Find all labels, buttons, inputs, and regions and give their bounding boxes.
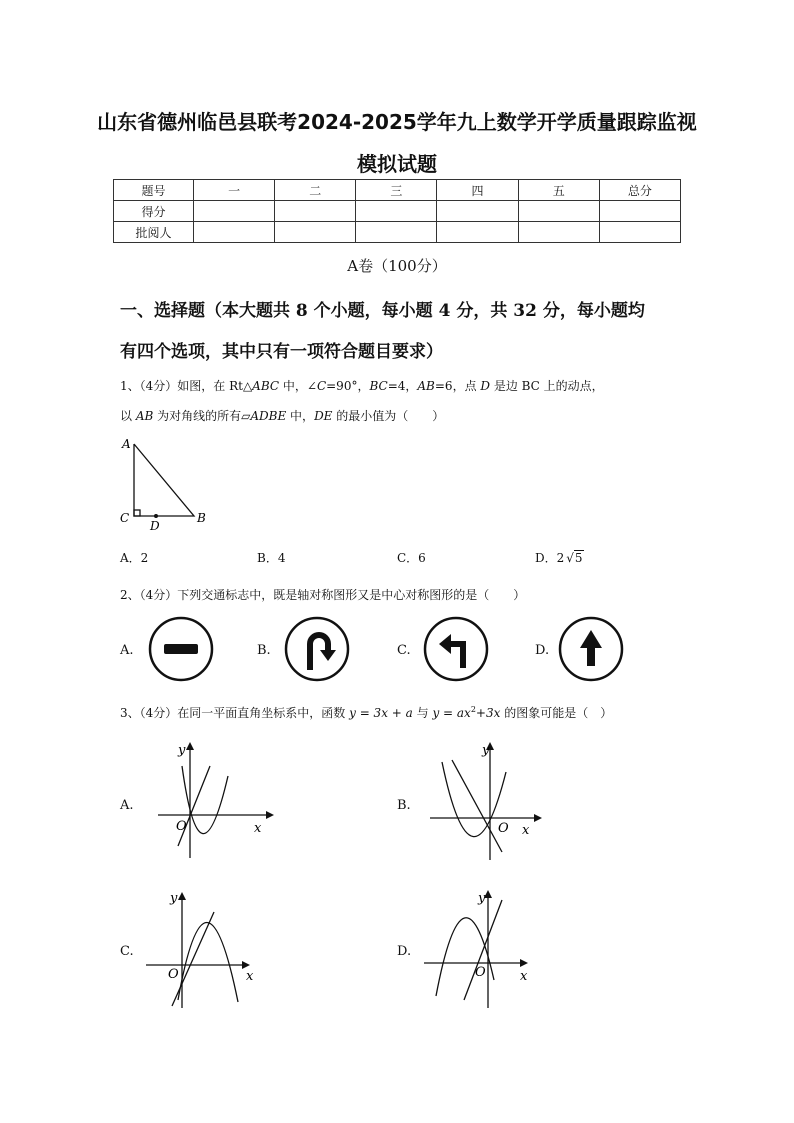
score-row-label: 得分 — [114, 201, 194, 222]
score-cell — [599, 222, 680, 243]
q2-sign-d-straight-icon[interactable] — [558, 616, 624, 682]
score-cell — [194, 222, 275, 243]
line — [452, 760, 502, 852]
origin-label: O — [498, 821, 509, 836]
line — [172, 912, 214, 1006]
q1-option-d-coef: D．2 — [535, 551, 565, 565]
q1-var: AB — [135, 409, 154, 423]
q1-option-a[interactable]: A．2 — [120, 551, 149, 565]
q1-text: =90°， — [326, 379, 370, 393]
q3-option-b-label[interactable]: B. — [397, 798, 411, 813]
q3-graph-b[interactable] — [424, 736, 554, 866]
score-cell — [437, 201, 518, 222]
origin-label: O — [168, 967, 179, 982]
q1-text: 的最小值为（ ） — [332, 409, 445, 423]
label-c: C — [120, 511, 130, 525]
q1-text: =6，点 — [434, 379, 481, 393]
q2-sign-a-no-entry-icon[interactable] — [148, 616, 214, 682]
x-axis-label: x — [522, 823, 530, 838]
q1-option-b[interactable]: B．4 — [257, 551, 286, 565]
q3-option-d-label[interactable]: D. — [397, 944, 412, 959]
label-a: A — [122, 437, 131, 451]
y-axis-label: y — [170, 891, 178, 906]
q2-option-a-label[interactable]: A. — [120, 643, 134, 658]
q2-option-b-label[interactable]: B. — [257, 643, 271, 658]
score-cell — [275, 201, 356, 222]
y-axis-label: y — [482, 743, 490, 758]
score-cell — [194, 201, 275, 222]
score-cell — [356, 201, 437, 222]
q3-exponent: 2 — [470, 705, 476, 714]
score-header-cell: 二 — [275, 180, 356, 201]
x-axis-label: x — [254, 821, 262, 836]
origin-label: O — [475, 965, 486, 980]
triangle-abc — [134, 444, 194, 516]
line — [178, 766, 210, 846]
q3-function-quadratic: y = ax — [432, 706, 471, 720]
exam-title-line1: 山东省德州临邑县联考2024-2025学年九上数学开学质量跟踪监视 — [97, 110, 697, 134]
q1-var: AB — [417, 379, 435, 393]
parabola — [178, 922, 238, 1002]
x-axis-arrow — [520, 959, 528, 967]
q2-sign-c-left-turn-icon[interactable] — [423, 616, 489, 682]
q3-graph-d[interactable] — [420, 884, 550, 1014]
q2-option-c-label[interactable]: C. — [397, 643, 411, 658]
q1-text: 为对角线的所有▱ — [153, 409, 251, 423]
y-axis-arrow — [178, 892, 186, 900]
label-d: D — [150, 519, 160, 533]
score-cell — [356, 222, 437, 243]
q1-triangle-figure — [118, 432, 218, 532]
q3-text-part: 与 — [412, 706, 433, 720]
sqrt-radicand: 5 — [574, 551, 583, 565]
y-axis-arrow — [186, 742, 194, 750]
q3-graph-a[interactable] — [148, 736, 278, 866]
score-table-row — [114, 222, 681, 243]
q3-text-part: 的图象可能是（ ） — [500, 706, 613, 720]
score-header-cell: 总分 — [599, 180, 680, 201]
exam-title-line2: 模拟试题 — [357, 152, 437, 176]
score-cell — [599, 201, 680, 222]
sqrt-sign: √5 — [566, 551, 583, 565]
line — [464, 900, 502, 1000]
x-axis-arrow — [534, 814, 542, 822]
score-header-cell: 一 — [194, 180, 275, 201]
q3-text — [120, 704, 612, 721]
score-cell — [518, 222, 599, 243]
q1-option-c[interactable]: C．6 — [397, 551, 426, 565]
q3-option-a-label[interactable]: A. — [120, 798, 134, 813]
score-header-cell: 五 — [518, 180, 599, 201]
q1-var: DE — [314, 409, 333, 423]
q1-text: 中，∠ — [279, 379, 317, 393]
q3-function-linear: y = 3x + a — [349, 706, 413, 720]
q3-option-c-label[interactable]: C. — [120, 944, 134, 959]
score-header-cell: 题号 — [114, 180, 194, 201]
label-b: B — [197, 511, 206, 525]
x-axis-arrow — [266, 811, 274, 819]
q1-var: ABC — [252, 379, 280, 393]
q2-sign-b-u-turn-icon[interactable] — [284, 616, 350, 682]
origin-label: O — [176, 819, 187, 834]
q1-text: 以 — [120, 409, 136, 423]
x-axis-label: x — [520, 969, 528, 984]
q1-var: ADBE — [250, 409, 287, 423]
y-axis-label: y — [178, 743, 186, 758]
score-cell — [518, 201, 599, 222]
q2-text: 2、（4分）下列交通标志中，既是轴对称图形又是中心对称图形的是（ ） — [120, 588, 526, 602]
x-axis-arrow — [242, 961, 250, 969]
y-axis-label: y — [478, 891, 486, 906]
q1-var: C — [316, 379, 327, 393]
point-d — [154, 514, 158, 518]
section-a-heading: A卷（100分） — [347, 257, 447, 275]
section1-heading-line2: 有四个选项，其中只有一项符合题目要求） — [120, 342, 443, 362]
q1-text-line2 — [120, 407, 444, 424]
q1-text: 是边 BC 上的动点， — [490, 379, 604, 393]
score-table-header-row — [114, 180, 681, 201]
q1-var: D — [480, 379, 491, 393]
score-header-cell: 三 — [356, 180, 437, 201]
score-header-cell: 四 — [437, 180, 518, 201]
right-angle-mark — [134, 510, 140, 516]
section1-heading-line1: 一、选择题（本大题共 8 个小题，每小题 4 分，共 32 分，每小题均 — [120, 301, 645, 321]
q1-text: 1、（4分）如图，在 Rt△ — [120, 379, 253, 393]
score-cell — [275, 222, 356, 243]
parabola — [436, 918, 494, 996]
q3-graph-c[interactable] — [142, 884, 272, 1014]
q1-var: BC — [369, 379, 388, 393]
score-row-label: 批阅人 — [114, 222, 194, 243]
parabola — [182, 766, 228, 834]
q1-text: 中， — [286, 409, 315, 423]
x-axis-label: x — [246, 969, 254, 984]
q1-text-line1 — [120, 377, 604, 394]
q1-option-d[interactable] — [535, 549, 584, 566]
q3-function-quadratic-tail: +3x — [475, 706, 501, 720]
score-table-row — [114, 201, 681, 222]
q1-text: =4， — [387, 379, 418, 393]
score-table — [113, 179, 681, 243]
q2-option-d-label[interactable]: D. — [535, 643, 550, 658]
q3-text-part: 3、（4分）在同一平面直角坐标系中，函数 — [120, 706, 350, 720]
score-cell — [437, 222, 518, 243]
